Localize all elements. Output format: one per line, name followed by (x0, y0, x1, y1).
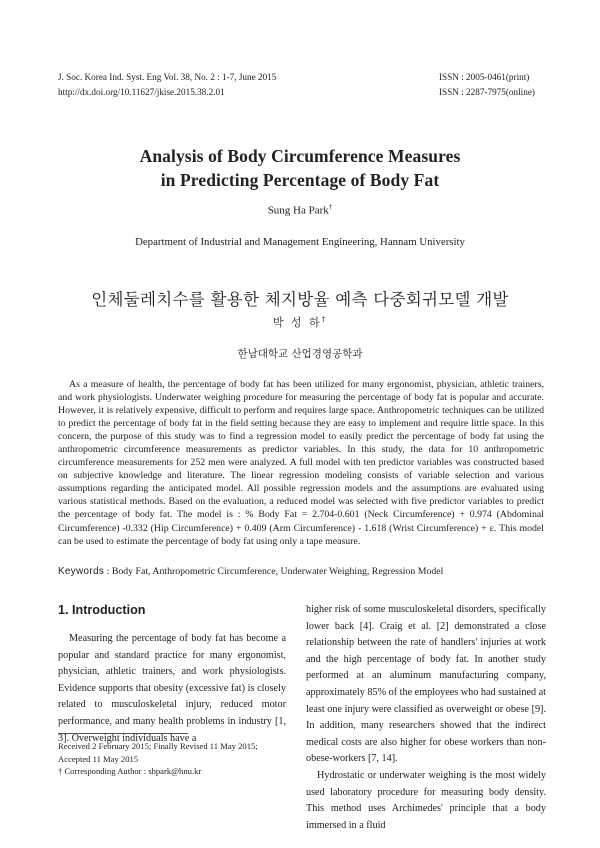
left-column (58, 601, 286, 747)
paper-title-line1: Analysis of Body Circumference Measures (139, 146, 461, 166)
footnote-corresponding: Corresponding Author : shpark@hnu.kr (62, 766, 202, 777)
issn-print: ISSN : 2005-0461(print) (439, 72, 530, 82)
paper-title-line2: in Predicting Percentage of Body Fat (160, 170, 440, 190)
keywords-label: Keywords (58, 566, 105, 577)
korean-author (0, 314, 600, 330)
korean-author-mark: † (321, 315, 328, 324)
right-column-paragraph-1: higher risk of some musculoskeletal disorders, specifically lower back [4]. Craig et al. [2] demonstrated a close relationship between the rate of handlers' injuries at work and the high percentage of body fat. In another study performed at an aluminum manufacturing company, approximately 85% of the employees who had sustained at least one injury were classified as overweight or obese [9]. In addition, many researchers showed that the indirect medical costs are also higher for obese workers than non-obese-workers [7, 14]. (306, 604, 546, 765)
author-name (0, 203, 600, 217)
left-column-paragraph: Measuring the percentage of body fat has become a popular and standard practice for many ergonomist, physician, athletic trainers, and work physiologists. Evidence supports that obesity (excessive fat) is closely related to musculoskeletal injury, reduced motor performance, and many health problems in industry [1, 3]. Overweight individuals have a (58, 633, 286, 744)
footnote-received: Received 2 February 2015; Finally Revised 11 May 2015; (58, 741, 258, 751)
journal-citation: J. Soc. Korea Ind. Syst. Eng Vol. 38, No. 2 : 1-7, June 2015 (58, 72, 277, 82)
keywords-separator: : (104, 566, 112, 577)
abstract: As a measure of health, the percentage of body fat has been utilized for many ergonomist, physician, athletic trainers, and work physiologists. Underwater weighing procedure for measuring the percentage of body fat is popular and accurate. However, it is relatively expensive, difficult to perform and requires large space. Anthropometric techniques can be utilized to predict the percentage of body fat in the field setting because they are easy to implement and require little space. In this concern, the purpose of this study was to find a regression model to easily predict the percentage of body fat using the anthropometric circumference measurements as predictor variables. In this study, the data for 10 anthropometric circumference measurements for 252 men were analyzed. A full model with ten predictor variables was constructed based on subjective knowledge and literature. The linear regression modeling consists of variable selection and various assumptions regarding the anticipated model. All possible regression models and the assumptions are evaluated using various statistical methods. Based on the evaluation, a reduced model was selected with five predictor variables to predict the percentage of body fat. The model is : % Body Fat = 2.704-0.601 (Neck Circumference) + 0.974 (Abdominal Circumference) -0.332 (Hip Circumference) + 0.409 (Arm Circumference) - 1.618 (Wrist Circumference) + ε. This model can be used to estimate the percentage of body fat using only a tape measure. (58, 379, 544, 547)
footnote-accepted: Accepted 11 May 2015 (58, 753, 139, 764)
right-column (306, 602, 546, 834)
journal-citation-block (58, 70, 276, 100)
keywords (58, 566, 544, 577)
issn-block (439, 70, 535, 100)
footnote-corresponding-line (58, 765, 258, 778)
footnote-rule (58, 733, 188, 734)
author-mark: † (328, 203, 333, 211)
paper-title (0, 144, 600, 192)
keywords-list: Body Fat, Anthropometric Circumference, Underwater Weighing, Regression Model (111, 566, 444, 577)
footnote (58, 740, 258, 778)
affiliation: Department of Industrial and Management Engineering, Hannam University (135, 236, 465, 248)
korean-title: 인체둘레치수를 활용한 체지방율 예측 다중회귀모델 개발 (91, 290, 509, 309)
doi-link[interactable]: http://dx.doi.org/10.11627/jkise.2015.38.2.01 (58, 87, 225, 97)
section-title: 1. Introduction (58, 603, 146, 617)
right-column-paragraph-2: Hydrostatic or underwater weighing is the most widely used laboratory procedure for measuring body density. This method uses Archimedes' principle that a body immersed in a fluid (306, 769, 546, 831)
corresponding-mark: † (58, 766, 63, 777)
korean-author-text: 박 성 하 (272, 316, 322, 329)
author-name-text: Sung Ha Park (267, 204, 329, 217)
korean-affiliation: 한남대학교 산업경영공학과 (237, 348, 363, 360)
issn-online: ISSN : 2287-7975(online) (439, 87, 535, 97)
